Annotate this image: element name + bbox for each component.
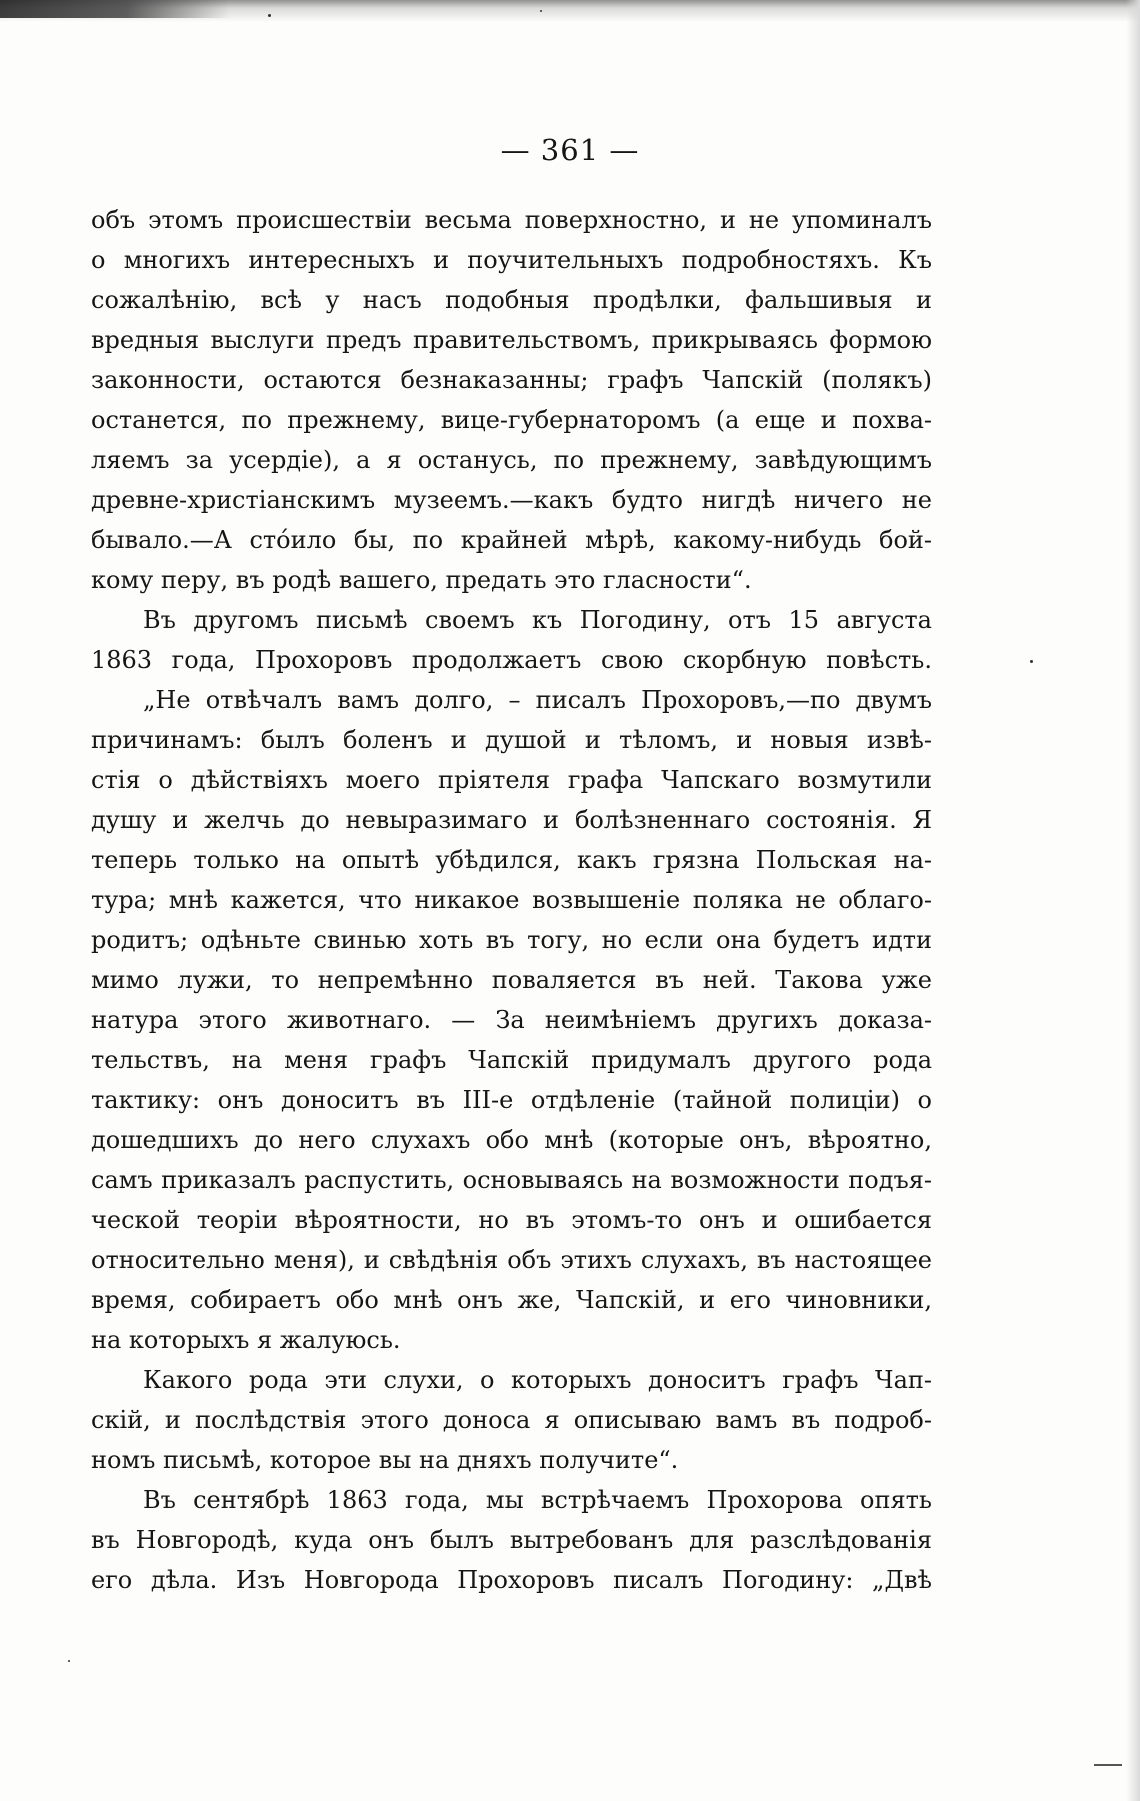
- text-line: „Не отвѣчалъ вамъ долго, – писалъ Прохоровъ,—по двумъ: [143, 686, 932, 714]
- text-line: душу и желчь до невыразимаго и болѣзненнаго состоянія. Я: [91, 806, 932, 834]
- page-number: — 361 —: [500, 133, 640, 167]
- text-line: родитъ; одѣньте свинью хоть въ тогу, но если она будетъ идти: [91, 926, 932, 954]
- text-line: скій, и послѣдствія этого доноса я описываю вамъ въ подроб-: [91, 1406, 932, 1434]
- text-line: стія о дѣйствіяхъ моего пріятеля графа Чапскаго возмутили: [91, 766, 932, 794]
- text-line: Въ сентябрѣ 1863 года, мы встрѣчаемъ Прохорова опять: [143, 1486, 932, 1514]
- text-line: бывало.—А стóило бы, по крайней мѣрѣ, какому-нибудь бой-: [91, 526, 932, 554]
- text-line: о многихъ интересныхъ и поучительныхъ подробностяхъ. Къ: [91, 246, 932, 274]
- text-line: теперь только на опытѣ убѣдился, какъ грязна Польская на-: [91, 846, 932, 874]
- text-line: относительно меня), и свѣдѣнія объ этихъ слухахъ, въ настоящее: [91, 1246, 932, 1274]
- scan-top-left-ink-blot: [0, 0, 230, 18]
- text-line: Какого рода эти слухи, о которыхъ доноситъ графъ Чап-: [143, 1366, 932, 1394]
- text-line: дошедшихъ до него слухахъ обо мнѣ (которые онъ, вѣроятно,: [91, 1126, 932, 1154]
- text-line: древне-христіанскимъ музеемъ.—какъ будто нигдѣ ничего не: [91, 486, 932, 514]
- text-line: Въ другомъ письмѣ своемъ къ Погодину, отъ 15 августа: [143, 606, 932, 634]
- text-line: мимо лужи, то непремѣнно поваляется въ ней. Такова уже: [91, 966, 932, 994]
- text-line: натура этого животнаго. — За неимѣніемъ другихъ доказа-: [91, 1006, 932, 1034]
- text-line: останется, по прежнему, вице-губернаторомъ (а еще и похва-: [91, 406, 932, 434]
- text-line: причинамъ: былъ боленъ и душой и тѣломъ, и новыя извѣ-: [91, 726, 932, 754]
- text-line: кому перу, въ родѣ вашего, предать это гласности“.: [91, 566, 752, 594]
- text-line: объ этомъ происшествіи весьма поверхностно, и не упоминалъ: [91, 206, 932, 234]
- text-line: вредныя выслуги предъ правительствомъ, прикрываясь формою: [91, 326, 932, 354]
- text-line: время, собираетъ обо мнѣ онъ же, Чапскій, и его чиновники,: [91, 1286, 932, 1314]
- scan-speck: [268, 14, 271, 17]
- text-line: въ Новгородѣ, куда онъ былъ вытребованъ для разслѣдованія: [91, 1526, 932, 1554]
- text-line: его дѣла. Изъ Новгорода Прохоровъ писалъ Погодину: „Двѣ: [91, 1566, 932, 1594]
- page-body-text: [91, 200, 932, 1600]
- text-line: сожалѣнію, всѣ у насъ подобныя продѣлки, фальшивыя и: [91, 286, 932, 314]
- text-line: ческой теоріи вѣроятности, но въ этомъ-то онъ и ошибается: [91, 1206, 932, 1234]
- text-line: тактику: онъ доноситъ въ III-е отдѣленіе (тайной полиціи) о: [91, 1086, 932, 1114]
- text-line: тура; мнѣ кажется, что никакое возвышеніе поляка не облаго-: [91, 886, 932, 914]
- scan-speck: [540, 10, 542, 12]
- text-line: тельствъ, на меня графъ Чапскій придумалъ другого рода: [91, 1046, 932, 1074]
- scan-right-edge-shadow: [1126, 0, 1140, 1801]
- text-line: самъ приказалъ распустить, основываясь на возможности подъя-: [91, 1166, 932, 1194]
- text-line: на которыхъ я жалуюсь.: [91, 1326, 401, 1354]
- scan-speck: [68, 1660, 70, 1662]
- text-line: номъ письмѣ, которое вы на дняхъ получите“.: [91, 1446, 679, 1474]
- scan-speck: [1030, 660, 1033, 663]
- text-line: законности, остаются безнаказанны; графъ Чапскій (полякъ): [91, 366, 932, 394]
- text-line: ляемъ за усердіе), а я останусь, по прежнему, завѣдующимъ: [91, 446, 932, 474]
- text-line: 1863 года, Прохоровъ продолжаетъ свою скорбную повѣсть.: [91, 646, 932, 674]
- margin-mark: [1094, 1764, 1122, 1766]
